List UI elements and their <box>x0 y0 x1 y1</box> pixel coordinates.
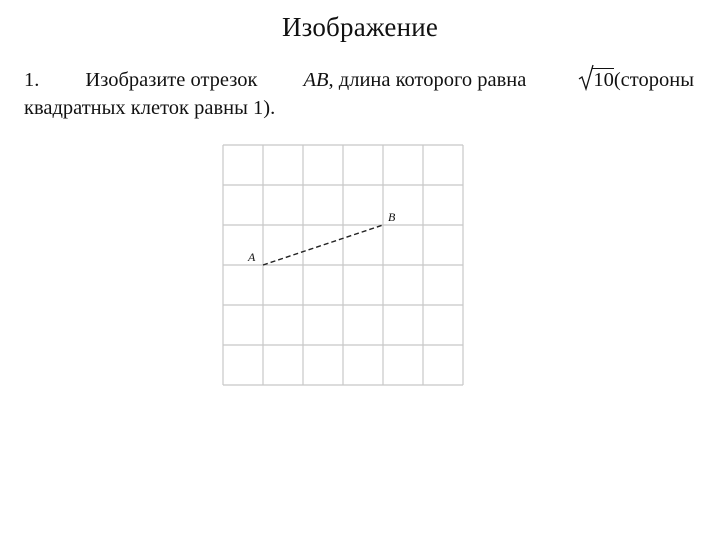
segment-ab <box>263 225 383 265</box>
grid-lines <box>223 145 463 385</box>
problem-text <box>24 66 694 122</box>
point-a-label: A <box>248 250 256 264</box>
page-title: Изображение <box>281 12 439 42</box>
sqrt-expression <box>578 66 614 94</box>
grid-figure <box>222 144 468 386</box>
problem-text-paren: (стороны <box>613 69 694 91</box>
problem-number: 1. <box>24 69 40 91</box>
radical-sign-icon <box>578 62 594 92</box>
sqrt-radicand: 10 <box>593 69 614 91</box>
problem-line-1 <box>24 66 694 94</box>
segment-name: AB <box>303 69 329 91</box>
problem-line-2: квадратных клеток равны 1). <box>24 97 276 119</box>
problem-text-mid: , длина которого равна <box>328 69 527 91</box>
point-b-label: B <box>388 210 396 224</box>
problem-text-before: Изобразите отрезок <box>85 69 258 91</box>
